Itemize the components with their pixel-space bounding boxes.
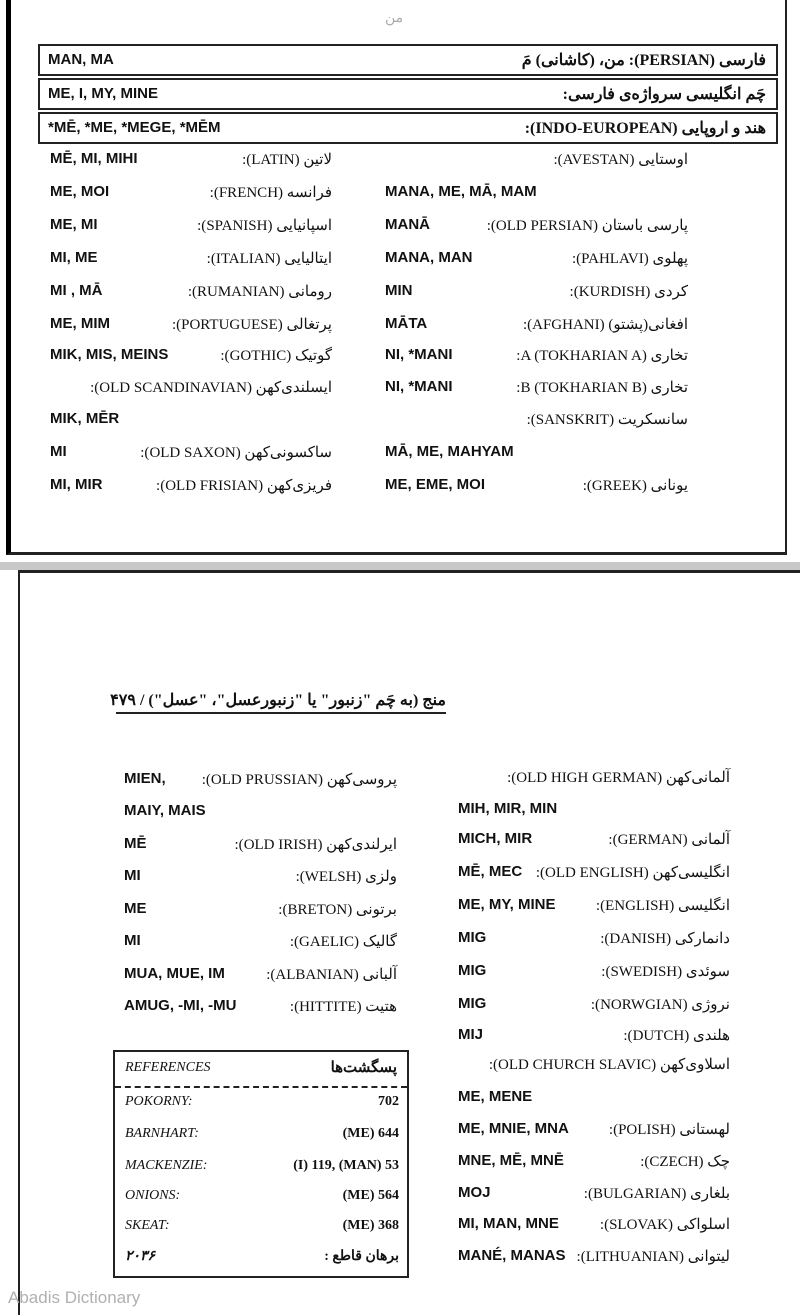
entry-word: MĒ [124,835,147,852]
entry-word: MIEN, [124,770,166,787]
entry-lang: پروسی‌کهن (OLD PRUSSIAN): [201,772,397,788]
entry-lang: اسلاوی‌کهن (OLD CHURCH SLAVIC): [488,1057,730,1073]
entry-word: MĒ, MI, MIHI [50,150,138,167]
entry-lang: انگلیسی‌کهن (OLD ENGLISH): [535,865,730,881]
reference-key: MACKENZIE: [125,1158,208,1173]
entry-word: MANA, ME, MĀ, MAM [385,183,537,200]
entry-lang: تخاری A (TOKHARIAN A): [516,348,688,364]
entry-lang: آلمانی‌کهن (OLD HIGH GERMAN): [507,770,730,786]
entry-lang: ایتالیایی (ITALIAN): [206,251,332,267]
entry-word: MNE, MĒ, MNĒ [458,1152,564,1169]
entry-word: MIK, MĒR [50,410,120,427]
entry-lang: بلغاری (BULGARIAN): [583,1186,730,1202]
entry-lang: لیتوانی (LITHUANIAN): [576,1249,730,1265]
reference-key: ONIONS: [125,1188,181,1203]
entry-lang: اسپانیایی (SPANISH): [197,218,332,234]
references-heading [115,1052,407,1088]
entry-word: MANÉ, MANAS [458,1247,566,1264]
bottom-page-title: منج (به چَم "زنبور" یا "زنبورعسل"، "عسل") / ۴۷۹ [116,690,446,714]
reference-value: 702 [378,1094,399,1109]
entry-word: MI [50,443,67,460]
reference-key: برهان قاطع : [324,1249,399,1264]
references-heading-fa: پسگشت‌ها [330,1060,397,1076]
entry-word: MIG [458,929,487,946]
header-word: ME, I, MY, MINE [48,85,159,102]
entry-lang: آلمانی (GERMAN): [608,832,730,848]
reference-row [125,1126,399,1150]
entry-lang: انگلیسی (ENGLISH): [595,898,730,914]
entry-word: MI [124,932,141,949]
entry-word: MAIY, MAIS [124,802,206,819]
entry-lang: لاتین (LATIN): [242,152,332,168]
entry-word: NI, *MANI [385,346,453,363]
header-lang: چَم انگلیسی سرواژه‌ی فارسی: [562,86,766,103]
entry-lang: هلندی (DUTCH): [623,1028,730,1044]
entry-lang: لهستانی (POLISH): [608,1122,730,1138]
reference-key: BARNHART: [125,1126,199,1141]
entry-word: ME, MOI [50,183,110,200]
entry-word: MIK, MIS, MEINS [50,346,169,363]
entry-word: ME, MENE [458,1088,533,1105]
entry-lang: نروژی (NORWGIAN): [590,997,730,1013]
entry-word: MUA, MUE, IM [124,965,225,982]
entry-lang: ساکسونی‌کهن (OLD SAXON): [140,445,332,461]
top-page [0,0,800,562]
entry-word: ME, MI [50,216,98,233]
entry-word: MI, MAN, MNE [458,1215,559,1232]
entry-word: ME, EME, MOI [385,476,486,493]
entry-lang: تخاری B (TOKHARIAN B): [516,380,688,396]
entry-lang: دانمارکی (DANISH): [600,931,730,947]
entry-word: MOJ [458,1184,491,1201]
entry-lang: سوئدی (SWEDISH): [601,964,730,980]
entry-lang: برتونی (BRETON): [278,902,397,918]
header-lang: فارسی (PERSIAN): من، (کاشانی) مَ [521,52,766,69]
reference-key: POKORNY: [125,1094,193,1109]
entry-word: MIH, MIR, MIN [458,800,558,817]
reference-value: ۲۰۳۶ [125,1249,156,1264]
page-separator [0,562,800,570]
entry-word: ME, MY, MINE [458,896,556,913]
reference-row [125,1218,399,1242]
header-word: *MĒ, *ME, *MEGE, *MĒM [48,119,221,136]
reference-value: (ME) 564 [342,1188,399,1203]
watermark: Abadis Dictionary [8,1288,141,1307]
entry-word: MIN [385,282,413,299]
entry-word: MANĀ [385,216,430,233]
references-heading-en: REFERENCES [125,1060,211,1075]
entry-lang: سانسکریت (SANSKRIT): [526,412,688,428]
reference-row [125,1158,399,1182]
entry-word: MIG [458,962,487,979]
page-label: من [385,11,404,26]
references-box [113,1050,409,1278]
entry-lang: گوتیک (GOTHIC): [220,348,332,364]
entry-lang: پارسی باستان (OLD PERSIAN): [486,218,688,234]
entry-lang: فریزی‌کهن (OLD FRISIAN): [156,478,332,494]
entry-lang: ایسلندی‌کهن (OLD SCANDINAVIAN): [90,380,332,396]
entry-word: MĀ, ME, MAHYAM [385,443,514,460]
reference-value: (ME) 368 [342,1218,399,1233]
entry-word: ME, MIM [50,315,110,332]
entry-lang: ایرلندی‌کهن (OLD IRISH): [234,837,397,853]
entry-word: MI, MIR [50,476,103,493]
entry-word: MICH, MIR [458,830,533,847]
reference-key: SKEAT: [125,1218,170,1233]
reference-value: (ME) 644 [342,1126,399,1141]
entry-lang: رومانی (RUMANIAN): [187,284,332,300]
entry-word: ME [124,900,147,917]
reference-row [125,1248,399,1272]
entry-word: MI , MĀ [50,282,103,299]
reference-row [125,1094,399,1118]
entry-word: MANA, MAN [385,249,473,266]
entry-word: MĀTA [385,315,428,332]
reference-value: (I) 119, (MAN) 53 [293,1158,399,1173]
header-row-persian [38,44,778,76]
entry-lang: چک (CZECH): [640,1154,730,1170]
entry-word: MĒ, MEC [458,863,523,880]
entry-word: NI, *MANI [385,378,453,395]
entry-lang: آلبانی (ALBANIAN): [266,967,397,983]
entry-word: ME, MNIE, MNA [458,1120,569,1137]
header-word: MAN, MA [48,51,114,68]
entry-lang: پرتغالی (PORTUGUESE): [171,317,332,333]
entry-lang: پهلوی (PAHLAVI): [572,251,688,267]
header-row-english [38,78,778,110]
entry-lang: هتیت (HITTITE): [289,999,397,1015]
entry-lang: کردی (KURDISH): [569,284,688,300]
reference-row [125,1188,399,1212]
entry-word: MIG [458,995,487,1012]
entry-lang: فرانسه (FRENCH): [209,185,332,201]
entry-word: MI, ME [50,249,98,266]
header-lang: هند و اروپایی (INDO-EUROPEAN): [524,120,766,137]
entry-lang: اسلواکی (SLOVAK): [599,1217,730,1233]
entry-lang: اوستایی (AVESTAN): [553,152,688,168]
header-row-indo-european [38,112,778,144]
entry-word: AMUG, -MI, -MU [124,997,237,1014]
entry-lang: ولزی (WELSH): [295,869,397,885]
entry-lang: گالیک (GAELIC): [289,934,397,950]
entry-word: MI [124,867,141,884]
entry-lang: یونانی (GREEK): [582,478,688,494]
entry-word: MIJ [458,1026,484,1043]
entry-lang: افغانی(پشتو) (AFGHANI): [522,317,688,333]
